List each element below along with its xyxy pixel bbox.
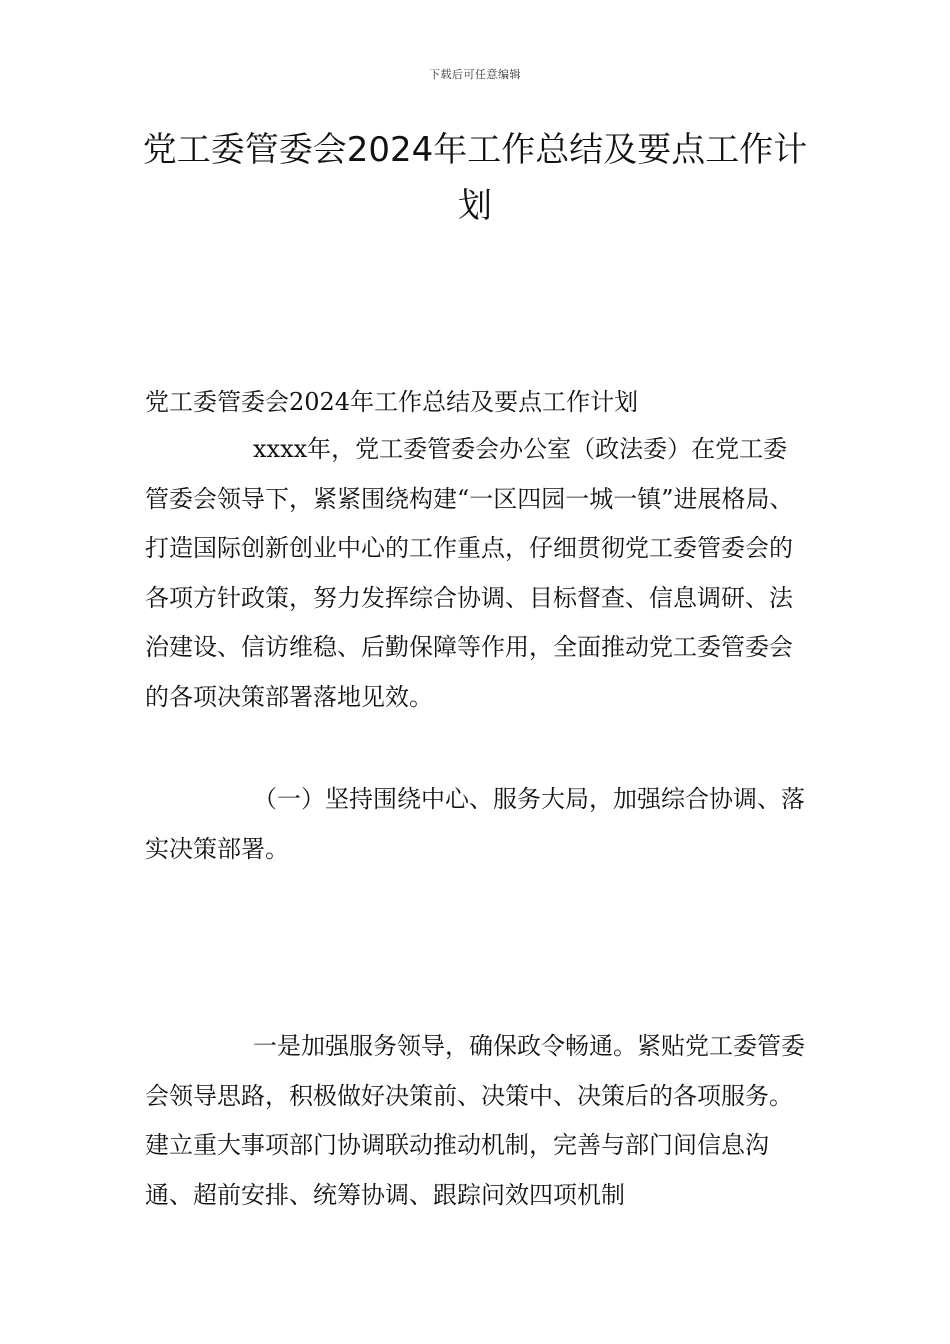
- document-subtitle: 党工委管委会2024年工作总结及要点工作计划: [145, 388, 639, 416]
- paragraph-intro: xxxx年，党工委管委会办公室（政法委）在党工委管委会领导下，紧紧围绕构建“一区四园一城一镇”进展格局、打造国际创新创业中心的工作重点，仔细贯彻党工委管委会的各项方针政策，努力发挥综合协调、目标督查、信息调研、法治建设、信访维稳、后勤保障等作用，全面推动党工委管委会的各项决策部署落地见效。: [145, 435, 794, 711]
- document-title: 党工委管委会2024年工作总结及要点工作计划: [142, 130, 808, 226]
- header-note: 下载后可任意编辑: [429, 68, 521, 81]
- paragraph-section-heading: （一）坚持围绕中心、服务大局，加强综合协调、落实决策部署。: [145, 785, 805, 863]
- paragraph-item-one: 一是加强服务领导，确保政令畅通。紧贴党工委管委会领导思路，积极做好决策前、决策中、决策后的各项服务。建立重大事项部门协调联动推动机制，完善与部门间信息沟通、超前安排、统筹协调、跟踪问效四项机制: [145, 1032, 805, 1209]
